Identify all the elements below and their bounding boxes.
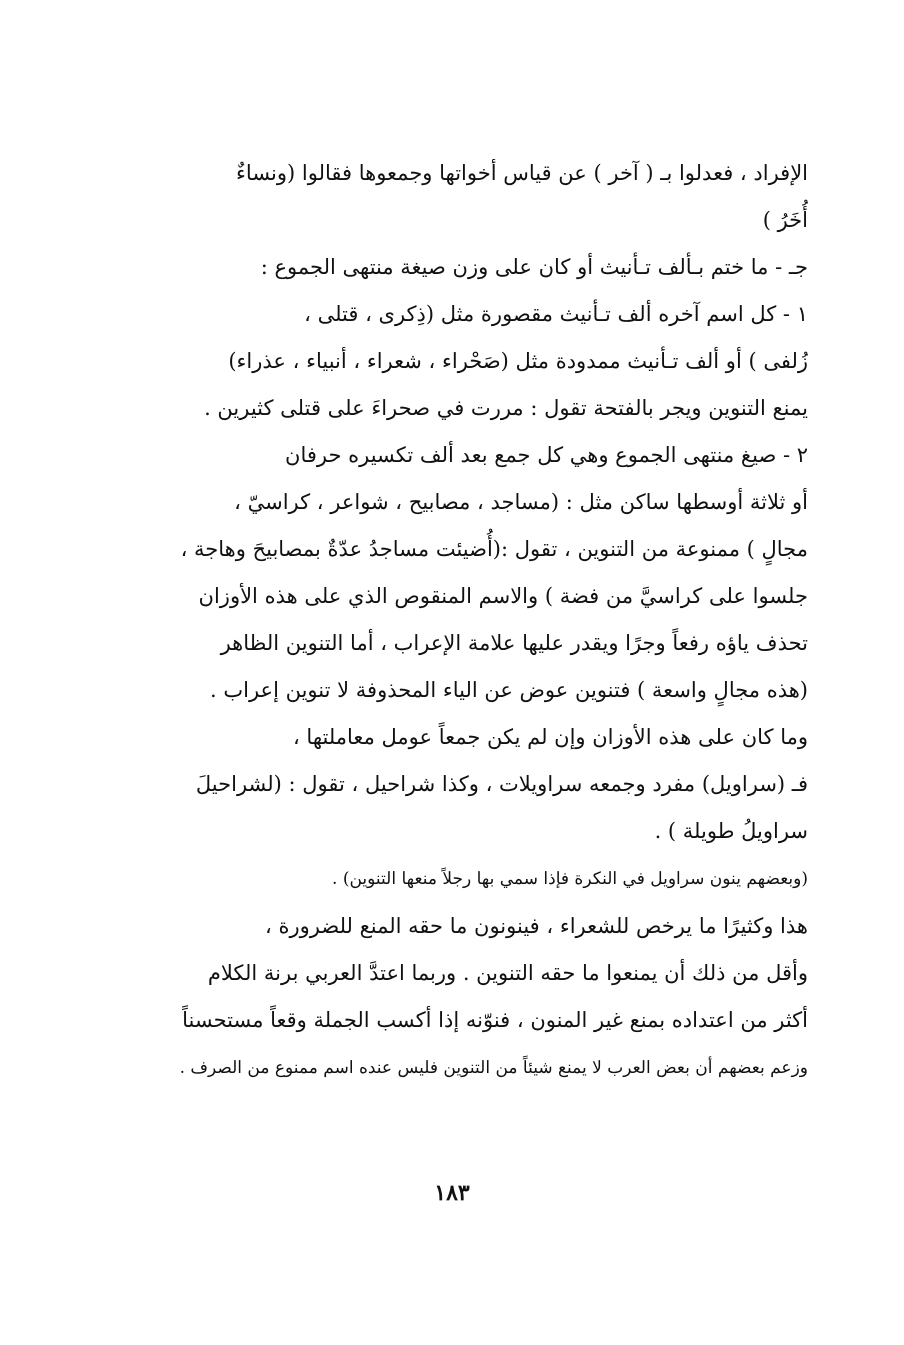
text-line: هذا وكثيرًا ما يرخص للشعراء ، فينونون ما حقه المنع للضرورة ،: [265, 914, 808, 938]
text-line: فـ (سراويل) مفرد وجمعه سراويلات ، وكذا شراحيل ، تقول : (لشراحيلَ: [195, 772, 808, 796]
text-line: مجالٍ ) ممنوعة من التنوين ، تقول :(أُضيئت مساجدُ عدّةٌ بمصابيحَ وهاجة ،: [180, 537, 808, 561]
text-line: ٢ - صيغ منتهى الجموع وهي كل جمع بعد ألف تكسيره حرفان: [285, 443, 808, 467]
text-line: أُخَرُ ): [762, 208, 808, 232]
text-line: زُلفى ) أو ألف تـأنيث ممدودة مثل (صَحْراء ، شعراء ، أنبياء ، عذراء): [228, 349, 808, 373]
body-text: [118, 150, 808, 1088]
footnote-line: وزعم بعضهم أن بعض العرب لا يمنع شيئاً من التنوين فليس عنده اسم ممنوع من الصرف .: [179, 1058, 808, 1078]
text-line: ١ - كل اسم آخره ألف تـأنيث مقصورة مثل (ذِكرى ، قتلى ،: [304, 302, 808, 326]
text-line: يمنع التنوين ويجر بالفتحة تقول : مررت في صحراءَ على قتلى كثيرين .: [204, 396, 808, 420]
text-line: سراويلُ طويلة ) .: [654, 819, 808, 843]
text-line: أو ثلاثة أوسطها ساكن مثل : (مساجد ، مصابيح ، شواعر ، كراسيّ ،: [234, 490, 808, 514]
text-line: وما كان على هذه الأوزان وإن لم يكن جمعاً عومل معاملتها ،: [292, 725, 808, 749]
text-line: تحذف ياؤه رفعاً وجرًا ويقدر عليها علامة الإعراب ، أما التنوين الظاهر: [220, 631, 808, 655]
page-number: ١٨٣: [434, 1180, 470, 1206]
text-line: وأقل من ذلك أن يمنعوا ما حقه التنوين . وربما اعتدَّ العربي برنة الكلام: [207, 961, 808, 985]
text-line: أكثر من اعتداده بمنع غير المنون ، فنوّنه إذا أكسب الجملة وقعاً مستحسناً: [182, 1008, 808, 1032]
text-line: (هذه مجالٍ واسعة ) فتنوين عوض عن الياء المحذوفة لا تنوين إعراب .: [210, 678, 808, 702]
footnote-line: (وبعضهم ينون سراويل في النكرة فإذا سمي بها رجلاً منعها التنوين) .: [332, 869, 808, 889]
text-line: جلسوا على كراسيَّ من فضة ) والاسم المنقوص الذي على هذه الأوزان: [198, 584, 808, 608]
text-line: جـ - ما ختم بـألف تـأنيث أو كان على وزن صيغة منتهى الجموع :: [260, 255, 808, 279]
text-line: الإفراد ، فعدلوا بـ ( آخر ) عن قياس أخواتها وجمعوها فقالوا (ونساءٌ: [236, 161, 808, 185]
